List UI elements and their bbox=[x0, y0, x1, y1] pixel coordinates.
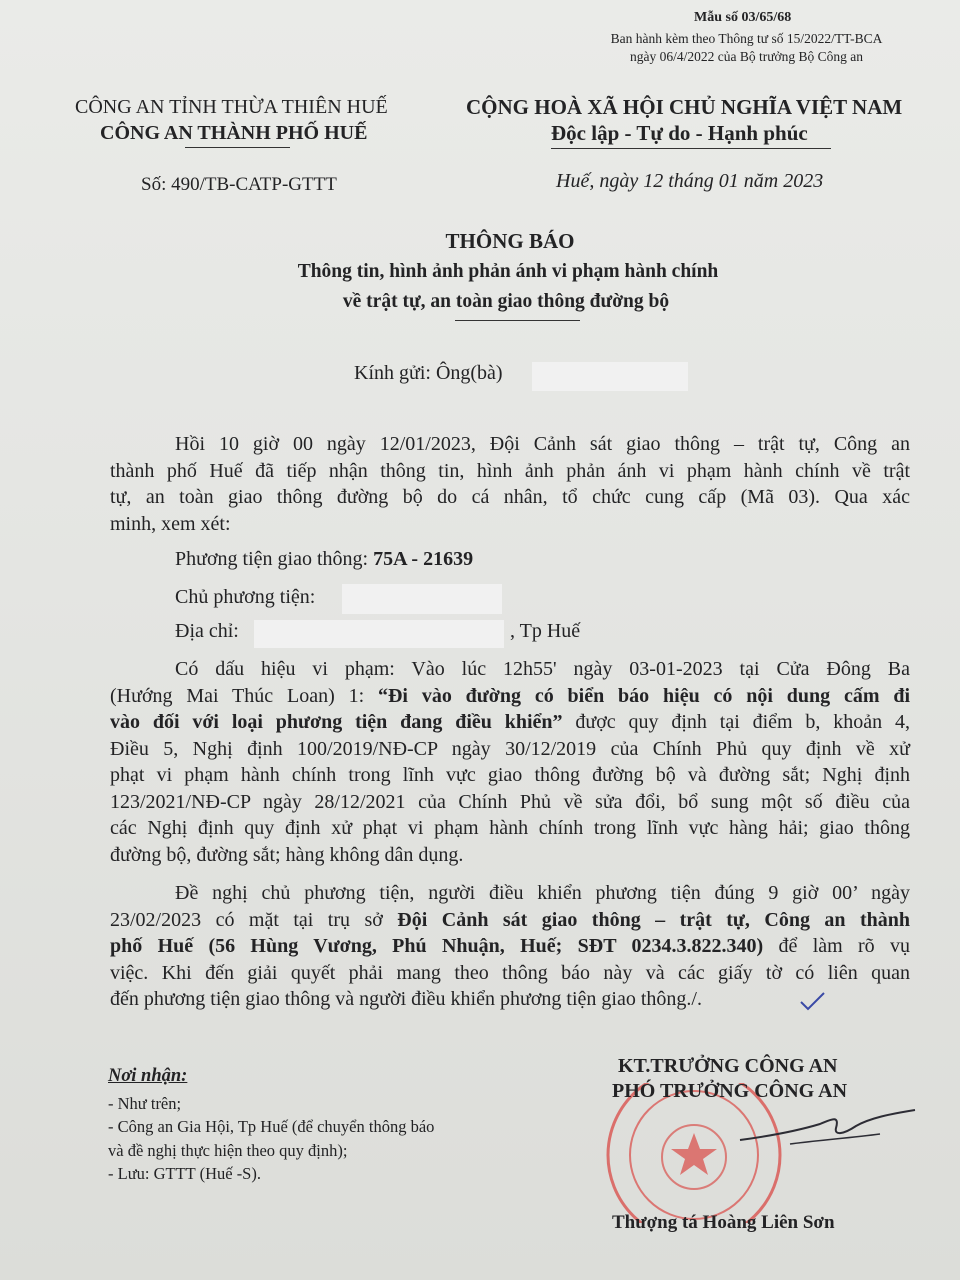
intro-line-1: Hồi 10 giờ 00 ngày 12/01/2023, Đội Cảnh sát giao thông – trật tự, Công an bbox=[175, 433, 910, 455]
recipient-item-3: - Lưu: GTTT (Huế -S). bbox=[108, 1164, 261, 1183]
document-subtitle-line-1: Thông tin, hình ảnh phản ánh vi phạm hành chính bbox=[297, 261, 719, 282]
recipient-item-1: - Như trên; bbox=[108, 1094, 182, 1113]
vehicle-plate: 75A - 21639 bbox=[373, 548, 474, 570]
request-line-2: 23/02/2023 có mặt tại trụ sở Đội Cảnh sát giao thông – trật tự, Công an thành bbox=[110, 908, 911, 931]
violation-line-5: phạt vi phạm hành chính trong lĩnh vực giao thông đường bộ và đường sắt; Nghị định bbox=[110, 764, 910, 786]
handwritten-signature bbox=[730, 1100, 920, 1150]
redacted-owner-name bbox=[342, 584, 502, 614]
request-line-4: việc. Khi đến giải quyết phải mang theo thông báo này và các giấy tờ có liên quan bbox=[110, 961, 910, 984]
subtitle-underline bbox=[455, 320, 580, 321]
violation-paragraph bbox=[110, 656, 910, 868]
signer-title-line-2: PHÓ TRƯỞNG CÔNG AN bbox=[612, 1080, 848, 1102]
violation-line-1: Có dấu hiệu vi phạm: Vào lúc 12h55' ngày 03-01-2023 tại Cửa Đông Ba bbox=[175, 658, 910, 680]
redacted-recipient-name bbox=[532, 362, 688, 391]
signer-title-line-1: KT.TRƯỞNG CÔNG AN bbox=[618, 1055, 838, 1077]
violation-line-8: đường bộ, đường sắt; hàng không dân dụng. bbox=[110, 843, 464, 866]
national-title: CỘNG HOÀ XÃ HỘI CHỦ NGHĨA VIỆT NAM bbox=[466, 95, 903, 119]
request-paragraph bbox=[110, 880, 910, 1013]
agency-underline bbox=[185, 147, 290, 148]
intro-line-2: thành phố Huế đã tiếp nhận thông tin, hình ảnh phản ánh vi phạm hành chính về trật bbox=[110, 459, 910, 482]
recipients-heading: Nơi nhận: bbox=[108, 1066, 188, 1086]
request-line-3: phố Huế (56 Hùng Vương, Phú Nhuận, Huế; SĐT 0234.3.822.340) để làm rõ vụ bbox=[110, 935, 911, 957]
recipient-salutation: Kính gửi: Ông(bà) bbox=[354, 362, 503, 384]
intro-paragraph bbox=[110, 431, 910, 537]
intro-line-4: minh, xem xét: bbox=[110, 512, 231, 535]
parent-agency: CÔNG AN TỈNH THỪA THIÊN HUẾ bbox=[75, 96, 388, 118]
violation-line-4: Điều 5, Nghị định 100/2019/NĐ-CP ngày 30/12/2019 của Chính Phủ quy định về xử bbox=[110, 737, 910, 760]
violation-line-3: vào đối với loại phương tiện đang điều khiển” được quy định tại điểm b, khoản 4, bbox=[110, 711, 910, 733]
violation-line-6: 123/2021/NĐ-CP ngày 28/12/2021 của Chính Phủ về sửa đổi, bổ sung một số điều của bbox=[110, 790, 910, 813]
violation-line-7: các Nghị định quy định xử phạt vi phạm hành chính trong lĩnh vực hàng hải; giao thông bbox=[110, 817, 910, 839]
vehicle-label: Phương tiện giao thông: bbox=[175, 548, 369, 570]
issuance-note-line-2: ngày 06/4/2022 của Bộ trưởng Bộ Công an bbox=[629, 49, 864, 64]
recipient-item-2: - Công an Gia Hội, Tp Huế (để chuyển thông báo và đề nghị thực hiện theo quy định); bbox=[108, 1117, 435, 1160]
violation-line-2: (Hướng Mai Thúc Loan) 1: “Đi vào đường có biển báo hiệu có nội dung cấm đi bbox=[110, 684, 911, 707]
document-number: Số: 490/TB-CATP-GTTT bbox=[141, 174, 337, 195]
motto-underline bbox=[551, 148, 831, 149]
issuance-note-line-1: Ban hành kèm theo Thông tư số 15/2022/TT-BCA bbox=[610, 31, 883, 46]
document-date: Huế, ngày 12 tháng 01 năm 2023 bbox=[556, 170, 824, 192]
checkmark-icon bbox=[798, 990, 828, 1014]
intro-line-3: tự, an toàn giao thông đường bộ do cá nhân, tổ chức cung cấp (Mã 03). Qua xác bbox=[110, 486, 910, 508]
address-city: , Tp Huế bbox=[510, 620, 581, 642]
redacted-address bbox=[254, 620, 504, 648]
issuing-agency: CÔNG AN THÀNH PHỐ HUẾ bbox=[100, 122, 368, 144]
vehicle-line bbox=[175, 548, 960, 571]
signer-name: Thượng tá Hoàng Liên Sơn bbox=[612, 1212, 835, 1233]
form-number: Mẫu số 03/65/68 bbox=[694, 10, 792, 25]
owner-label: Chủ phương tiện: bbox=[175, 586, 316, 608]
issuance-note bbox=[594, 30, 899, 66]
document-title: THÔNG BÁO bbox=[445, 229, 575, 253]
request-line-5: đến phương tiện giao thông và người điều khiển phương tiện giao thông./. bbox=[110, 988, 702, 1010]
national-motto: Độc lập - Tự do - Hạnh phúc bbox=[551, 121, 808, 145]
document-subtitle-line-2: về trật tự, an toàn giao thông đường bộ bbox=[342, 291, 670, 312]
address-label: Địa chỉ: bbox=[175, 620, 239, 642]
request-line-1: Đề nghị chủ phương tiện, người điều khiển phương tiện đúng 9 giờ 00’ ngày bbox=[175, 882, 910, 904]
owner-line bbox=[175, 586, 960, 609]
